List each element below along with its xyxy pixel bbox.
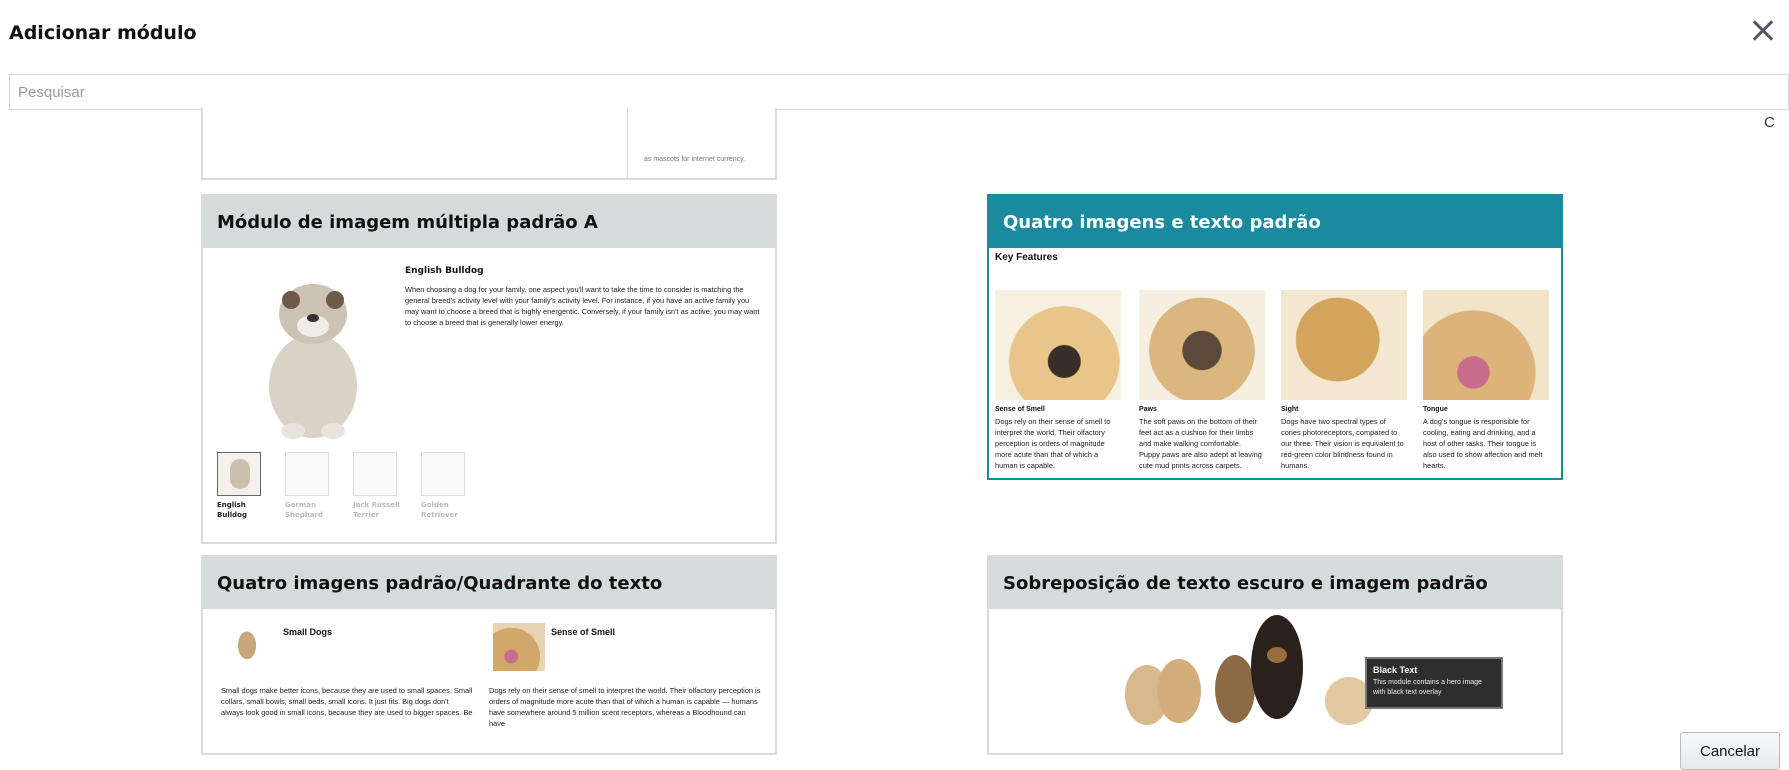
card-title: Quatro imagens padrão/Quadrante do texto bbox=[203, 557, 775, 609]
feature-text: A dog's tongue is responsible for cooling, eating and drinking, and a host of other tasks. Their tongue is also used to show affection and melt hearts. bbox=[1423, 417, 1543, 470]
caption-text: as mascots for internet currency. bbox=[644, 156, 746, 163]
feature-image-paw bbox=[1139, 290, 1265, 400]
card-title: Quatro imagens e texto padrão bbox=[989, 196, 1561, 248]
feature-label: Sight bbox=[1281, 406, 1299, 413]
feature-image-eye bbox=[1281, 290, 1407, 400]
quadrant-text: Small dogs make better icons, because they are used to small spaces. Small collars, small bowls, small beds, small icons. It just fits. Big dogs don't always look good in small icons, because they are used to bigger spaces. Be bbox=[221, 686, 473, 717]
cancel-button[interactable]: Cancelar bbox=[1680, 732, 1780, 770]
module-card-multiple-image-a[interactable] bbox=[201, 194, 777, 544]
thumbnail-jack-russell[interactable] bbox=[353, 452, 397, 496]
overlay-title: Black Text bbox=[1373, 665, 1418, 675]
bulldog-thumb-icon bbox=[230, 459, 250, 489]
overlay-text: This module contains a hero image with black text overlay bbox=[1373, 679, 1482, 696]
hero-dogs-image bbox=[1117, 615, 1387, 725]
thumb-label: Golden Retriever bbox=[421, 501, 458, 519]
quadrant-heading: Sense of Smell bbox=[551, 627, 616, 637]
breed-description: When choosing a dog for your family, one aspect you'll want to take the time to consider is matching the general breed's activity level with your family's activity level. For instance, if you have an active family you may want to choose a breed that is highly energentic. Conversely, if your family isn't as active, you may want to choose a breed that is generally lower energy. bbox=[405, 285, 760, 327]
close-icon[interactable] bbox=[1748, 16, 1778, 46]
module-card-partial[interactable] bbox=[201, 108, 777, 180]
feature-image-tongue bbox=[1423, 290, 1549, 400]
quadrant-text: Dogs rely on their sense of smell to interpret the world. Their olfactory perception is orders of magnitude more acute than that of which a human is capable — humans have somewhere around 5 million scent receptors, whereas a Bloodhound can have bbox=[489, 686, 761, 728]
thumbnail-english-bulldog[interactable] bbox=[217, 452, 261, 496]
small-dog-image bbox=[229, 627, 265, 673]
feature-label: Tongue bbox=[1423, 406, 1448, 413]
key-features-heading: Key Features bbox=[995, 252, 1058, 263]
thumbnail-german-shephard[interactable] bbox=[285, 452, 329, 496]
card-title: Sobreposição de texto escuro e imagem padrão bbox=[989, 557, 1561, 609]
breed-heading: English Bulldog bbox=[405, 266, 484, 276]
module-list[interactable] bbox=[0, 148, 1772, 728]
thumb-label: English Bulldog bbox=[217, 501, 247, 519]
thumbnail-golden-retriever[interactable] bbox=[421, 452, 465, 496]
bulldog-image bbox=[243, 266, 383, 446]
module-card-dark-text-overlay[interactable] bbox=[987, 555, 1563, 755]
quadrant-heading: Small Dogs bbox=[283, 627, 333, 637]
thumb-label: Jack Russell Terrier bbox=[353, 501, 400, 519]
sense-smell-image bbox=[493, 623, 545, 671]
feature-text: The soft paws on the bottom of their feet act as a cushion for their limbs and make walking comfortable. Puppy paws are also adept at leaving cute mud prints across carpets. bbox=[1139, 417, 1262, 470]
dialog-title: Adicionar módulo bbox=[9, 22, 197, 44]
feature-image-nose bbox=[995, 290, 1121, 400]
module-card-four-images-text[interactable] bbox=[987, 194, 1563, 480]
feature-label: Sense of Smell bbox=[995, 406, 1045, 413]
thumb-label: German Shephard bbox=[285, 501, 323, 519]
feature-text: Dogs rely on their sense of smell to interpret the world. Their olfactory perception is orders of magnitude more acute than that of which a human is capable. bbox=[995, 417, 1111, 470]
feature-label: Paws bbox=[1139, 406, 1157, 413]
clipped-label: C bbox=[1764, 114, 1775, 131]
search-input[interactable] bbox=[9, 74, 1789, 110]
divider bbox=[627, 108, 628, 178]
card-title: Módulo de imagem múltipla padrão A bbox=[203, 196, 775, 248]
module-card-four-images-quadrant[interactable] bbox=[201, 555, 777, 755]
feature-text: Dogs have two spectral types of cones photoreceptors, compared to our three. Their vision is equivalent to red-green color blindness found in humans. bbox=[1281, 417, 1404, 470]
text-overlay-box bbox=[1365, 657, 1503, 709]
